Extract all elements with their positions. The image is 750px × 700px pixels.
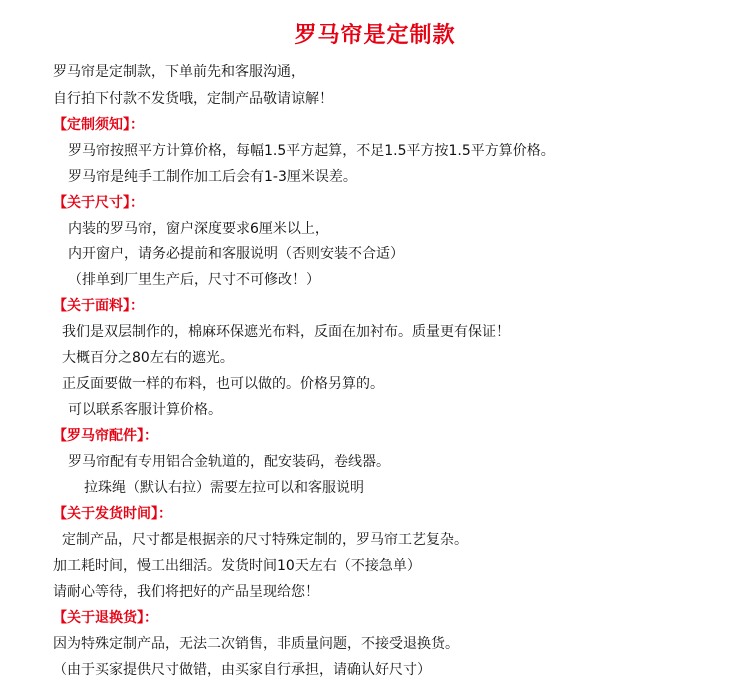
shipping-line-2: 加工耗时间，慢工出细活。发货时间10天左右（不接急单） bbox=[53, 558, 421, 574]
size-line-3: （排单到厂里生产后，尺寸不可修改！） bbox=[68, 272, 320, 288]
size-line-2: 内开窗户，请务必提前和客服说明（否则安装不合适） bbox=[68, 246, 404, 262]
page-title: 罗马帘是定制款 bbox=[294, 23, 456, 48]
intro-line-1: 罗马帘是定制款，下单前先和客服沟通， bbox=[53, 64, 305, 80]
custom-notice-line-1: 罗马帘按照平方计算价格，每幅1.5平方起算，不足1.5平方按1.5平方算价格。 bbox=[68, 143, 555, 159]
custom-notice-line-2: 罗马帘是纯手工制作加工后会有1-3厘米误差。 bbox=[68, 169, 357, 185]
section-heading-shipping: 【关于发货时间】： bbox=[53, 506, 172, 522]
section-heading-fabric: 【关于面料】： bbox=[53, 298, 144, 314]
section-heading-size: 【关于尺寸】： bbox=[53, 195, 144, 211]
fabric-line-1: 我们是双层制作的，棉麻环保遮光布料，反面在加衬布。质量更有保证！ bbox=[62, 324, 510, 340]
section-heading-returns: 【关于退换货】： bbox=[53, 610, 158, 626]
accessories-line-1: 罗马帘配有专用铝合金轨道的，配安装码，卷线器。 bbox=[68, 454, 390, 470]
fabric-line-2: 大概百分之80左右的遮光。 bbox=[62, 350, 234, 366]
fabric-line-3: 正反面要做一样的布料，也可以做的。价格另算的。 bbox=[62, 376, 384, 392]
section-heading-accessories: 【罗马帘配件】： bbox=[53, 428, 158, 444]
accessories-line-2: 拉珠绳（默认右拉）需要左拉可以和客服说明 bbox=[84, 480, 364, 496]
shipping-line-3: 请耐心等待，我们将把好的产品呈现给您！ bbox=[53, 584, 319, 600]
returns-line-1: 因为特殊定制产品，无法二次销售，非质量问题，不接受退换货。 bbox=[53, 636, 459, 652]
section-heading-custom-notice: 【定制须知】： bbox=[53, 117, 144, 133]
fabric-line-4: 可以联系客服计算价格。 bbox=[68, 402, 222, 418]
returns-line-2: （由于买家提供尺寸做错，由买家自行承担，请确认好尺寸） bbox=[53, 662, 431, 678]
intro-line-2: 自行拍下付款不发货哦，定制产品敬请谅解！ bbox=[53, 91, 333, 107]
shipping-line-1: 定制产品，尺寸都是根据亲的尺寸特殊定制的，罗马帘工艺复杂。 bbox=[62, 532, 468, 548]
size-line-1: 内装的罗马帘，窗户深度要求6厘米以上， bbox=[68, 221, 329, 237]
